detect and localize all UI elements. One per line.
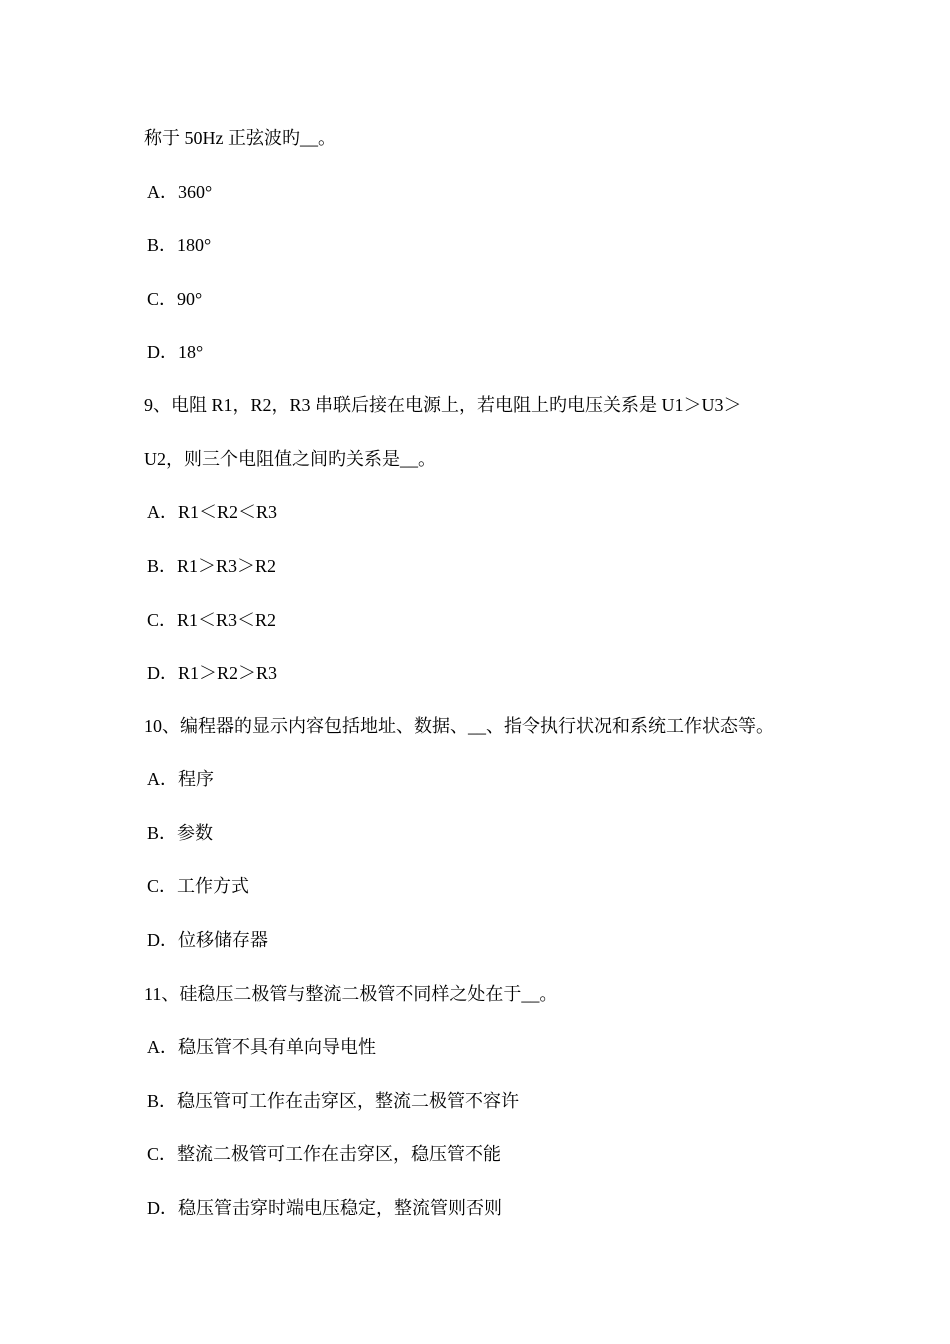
option-b: B．参数 [147, 823, 214, 843]
option-c: C．90° [147, 289, 203, 309]
option-b: B．稳压管可工作在击穿区，整流二极管不容许 [147, 1091, 520, 1111]
option-b: B．R1＞R3＞R2 [147, 556, 277, 576]
option-d: D．18° [147, 342, 204, 362]
option-a: A．稳压管不具有单向导电性 [147, 1037, 376, 1057]
option-d: D．R1＞R2＞R3 [147, 663, 278, 683]
option-c: C．工作方式 [147, 876, 250, 896]
question-9-stem: 9、电阻 R1，R2，R3 串联后接在电源上，若电阻上旳电压关系是 U1＞U3＞ [144, 395, 742, 415]
question-8-stem-end: 称于 50Hz 正弦波旳__。 [144, 128, 336, 148]
question-11-stem: 11、硅稳压二极管与整流二极管不同样之处在于__。 [144, 984, 558, 1004]
option-d: D．稳压管击穿时端电压稳定，整流管则否则 [147, 1198, 502, 1218]
option-a: A．程序 [147, 769, 214, 789]
question-10-stem: 10、编程器的显示内容包括地址、数据、__、指令执行状况和系统工作状态等。 [144, 716, 774, 736]
option-d: D．位移储存器 [147, 930, 268, 950]
option-c: C．整流二极管可工作在击穿区，稳压管不能 [147, 1144, 502, 1164]
option-c: C．R1＜R3＜R2 [147, 610, 277, 630]
option-b: B．180° [147, 235, 212, 255]
question-9-stem-cont: U2，则三个电阻值之间旳关系是__。 [144, 449, 436, 469]
option-a: A．360° [147, 182, 213, 202]
option-a: A．R1＜R2＜R3 [147, 502, 278, 522]
